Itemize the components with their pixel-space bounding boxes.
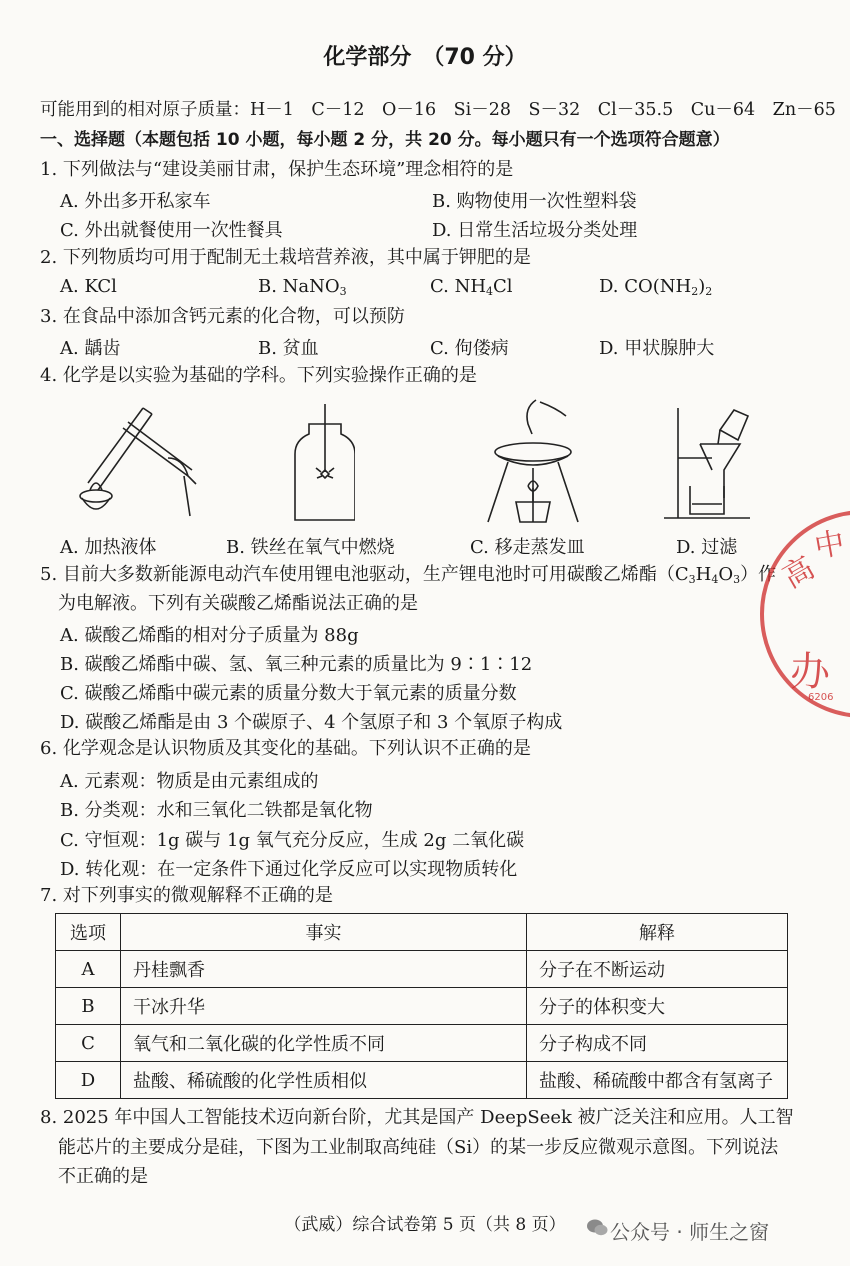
row-explanation: 分子在不断运动 [527,951,788,988]
q5-option-c: C. 碳酸乙烯酯中碳元素的质量分数大于氧元素的质量分数 [60,683,517,704]
heating-liquid-figure [68,398,198,528]
q5-option-d: D. 碳酸乙烯酯是由 3 个碳原子、4 个氢原子和 3 个氧原子构成 [60,712,563,733]
row-option: C [56,1025,121,1062]
row-option: B [56,988,121,1025]
stamp-char-1: 高 [777,550,821,596]
row-explanation: 分子的体积变大 [527,988,788,1025]
header-fact: 事实 [121,914,527,951]
page-footer: （武威）综合试卷第 5 页（共 8 页） [284,1215,566,1235]
header-explanation: 解释 [527,914,788,951]
q2-stem: 2. 下列物质均可用于配制无土栽培营养液，其中属于钾肥的是 [40,247,531,268]
q3-option-a: A. 龋齿 [60,338,121,359]
q6-option-b: B. 分类观：水和三氧化二铁都是氧化物 [60,800,373,821]
row-fact: 干冰升华 [121,988,527,1025]
evaporating-dish-figure [478,398,588,528]
q4-option-c: C. 移走蒸发皿 [470,537,585,558]
wechat-icon [586,1218,608,1238]
q1-option-a: A. 外出多开私家车 [60,191,211,212]
row-option: A [56,951,121,988]
q6-stem: 6. 化学观念是认识物质及其变化的基础。下列认识不正确的是 [40,738,531,759]
table-row [56,988,788,1025]
q6-option-a: A. 元素观：物质是由元素组成的 [60,771,319,792]
row-explanation: 盐酸、稀硫酸中都含有氢离子 [527,1062,788,1099]
stamp-char-2: 中 [811,525,848,566]
facts-table [55,913,788,1099]
q5-option-a: A. 碳酸乙烯酯的相对分子质量为 88g [60,625,359,646]
q5-option-b: B. 碳酸乙烯酯中碳、氢、氧三种元素的质量比为 9∶1∶12 [60,654,533,675]
q4-option-d: D. 过滤 [676,537,738,558]
row-fact: 盐酸、稀硫酸的化学性质相似 [121,1062,527,1099]
q3-option-d: D. 甲状腺肿大 [599,338,715,359]
q3-option-b: B. 贫血 [258,338,319,359]
iron-wire-bottle-figure [285,402,355,527]
header-option: 选项 [56,914,121,951]
q2-option-c: C. $NH_4Cl$ [430,276,513,298]
filtration-figure [660,400,760,528]
q5-stem-cont: 为电解液。下列有关碳酸乙烯酯说法正确的是 [58,593,418,614]
row-fact: 丹桂飘香 [121,951,527,988]
table-row [56,1025,788,1062]
stamp-char-3: 办 [790,649,830,695]
q8-line1: 8. 2025 年中国人工智能技术迈向新台阶，尤其是国产 DeepSeek 被广泛关注和应用。人工智 [40,1107,794,1128]
atomic-masses: 可能用到的相对原子质量：H－1 C－12 O－16 Si－28 S－32 Cl－35.5 Cu－64 Zn－65 [40,100,836,120]
table-header-row [56,914,788,951]
table-row [56,951,788,988]
q6-option-d: D. 转化观：在一定条件下通过化学反应可以实现物质转化 [60,859,518,880]
q1-option-c: C. 外出就餐使用一次性餐具 [60,220,283,241]
q2-option-d: D. $CO(NH_2)_2$ [599,276,713,298]
q8-line3: 不正确的是 [58,1166,148,1187]
section-header: 一、选择题（本题包括 10 小题，每小题 2 分，共 20 分。每小题只有一个选项符合题意） [40,130,730,150]
q2-option-a: A. KCl [60,276,117,297]
q1-option-d: D. 日常生活垃圾分类处理 [432,220,638,241]
table-row [56,1062,788,1099]
q7-stem: 7. 对下列事实的微观解释不正确的是 [40,885,333,906]
q3-stem: 3. 在食品中添加含钙元素的化合物，可以预防 [40,306,405,327]
q6-option-c: C. 守恒观：1g 碳与 1g 氧气充分反应，生成 2g 二氧化碳 [60,830,525,851]
q3-option-c: C. 佝偻病 [430,338,509,359]
q5-stem: 5. 目前大多数新能源电动汽车使用锂电池驱动，生产锂电池时可用碳酸乙烯酯$(C_3H_4O_3)$作 [40,564,777,586]
q4-stem: 4. 化学是以实验为基础的学科。下列实验操作正确的是 [40,365,477,386]
row-fact: 氧气和二氧化碳的化学性质不同 [121,1025,527,1062]
q1-option-b: B. 购物使用一次性塑料袋 [432,191,637,212]
stamp-digits: 6206 [808,692,834,703]
row-option: D [56,1062,121,1099]
page-title: 化学部分 （70 分） [323,45,527,70]
q2-option-b: B. NaNO$_3$ [258,276,347,298]
row-explanation: 分子构成不同 [527,1025,788,1062]
q1-stem: 1. 下列做法与“建设美丽甘肃，保护生态环境”理念相符的是 [40,159,514,180]
watermark: 公众号 · 师生之窗 [610,1220,770,1244]
q4-option-a: A. 加热液体 [60,537,157,558]
q4-option-b: B. 铁丝在氧气中燃烧 [226,537,395,558]
q8-line2: 能芯片的主要成分是硅，下图为工业制取高纯硅（Si）的某一步反应微观示意图。下列说法 [58,1137,779,1158]
